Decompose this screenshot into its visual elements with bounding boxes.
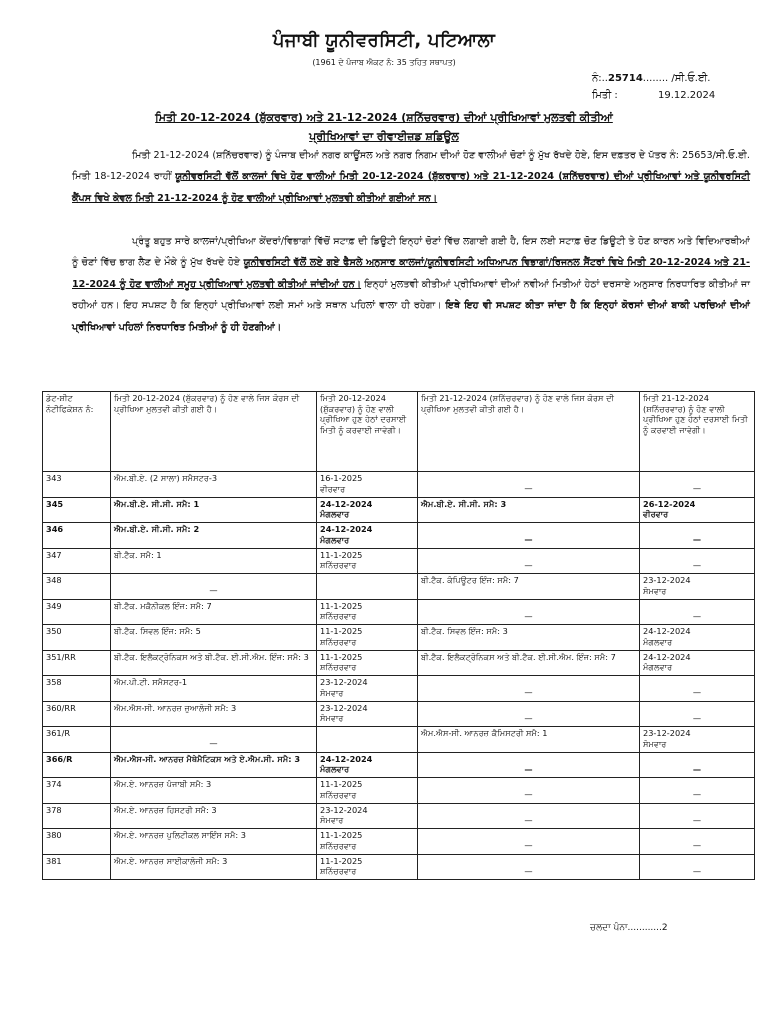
cell-new-date-21 (640, 497, 755, 523)
cell-new-date-20 (317, 727, 418, 753)
cell-new-date-21 (640, 548, 755, 574)
cell-notification-no: 378 (43, 803, 111, 829)
table-row (43, 752, 755, 778)
cell-new-date-20 (317, 854, 418, 880)
cell-new-date-21 (640, 472, 755, 498)
cell-day: ਮੰਗਲਵਾਰ (643, 636, 673, 647)
cell-date: 23-12-2024 (320, 804, 368, 815)
empty-dash: — (692, 789, 702, 799)
cell-day: ਸੋਮਵਾਰ (320, 687, 344, 698)
paragraph-2-text: ਪ੍ਰੰਤੂ ਬਹੁਤ ਸਾਰੇ ਕਾਲਜਾਂ/ਪ੍ਰੀਖਿਆ ਕੇਂਦਰਾਂ/ਵਿਭਾਗਾਂ ਵਿੱਚੋਂ ਸਟਾਫ਼ ਦੀ ਡਿਊਟੀ ਇਨ੍ਹਾਂ ਚੋਣਾਂ ਵਿੱਚ ਲਗਾਈ ਗਈ ਹੈ, ਇਸ ਲਈ ਸਟਾਫ਼ ਚੋਣ ਡਿਊਟੀ ਤੇ ਹੋਣ ਕਾਰਨ ਅਤੇ ਵਿਦਿਆਰਥੀਆਂ ਨੂੰ ਚੋਣਾਂ ਵਿੱਚ ਭਾਗ ਲੈਣ ਦੇ ਮੌਕੇ ਨੂੰ ਮੁੱਖ ਰੱਖਦੇ ਹੋਏ (72, 236, 750, 269)
cell-course-20: ਬੀ.ਟੈਕ. ਇਲੈਕਟ੍ਰੋਨਿਕਸ ਅਤੇ ਬੀ.ਟੈਕ. ਈ.ਸੀ.ਐਮ. ਇੰਜ: ਸਮੈ: 3 (111, 650, 317, 676)
cell-date: 11-1-2025 (320, 779, 363, 789)
table-row (43, 829, 755, 855)
cell-course-20: ਐਮ.ਏ. ਆਨਰਜ਼ ਪੁਲਿਟੀਕਲ ਸਾਇੰਸ ਸਮੈ: 3 (111, 829, 317, 855)
paragraph-2-text-continued: ਇਨ੍ਹਾਂ ਮੁਲਤਵੀ ਕੀਤੀਆਂ ਪ੍ਰੀਖਿਆਵਾਂ ਦੀਆਂ ਨਵੀਆਂ ਮਿਤੀਆਂ ਹੇਠਾਂ ਦਰਸਾਏ ਅਨੁਸਾਰ ਨਿਰਧਾਰਿਤ ਕੀਤੀਆਂ ਜਾ ਰਹੀਆਂ ਹਨ। ਇਹ ਸਪਸ਼ਟ ਹੈ ਕਿ ਇਨ੍ਹਾਂ ਪ੍ਰੀਖਿਆਵਾਂ ਲਈ ਸਮਾਂ ਅਤੇ ਸਥਾਨ ਪਹਿਲਾਂ ਵਾਲਾ ਹੀ ਰਹੇਗਾ। (72, 278, 750, 312)
date-label: ਮਿਤੀ : (592, 90, 618, 101)
cell-course-20 (111, 574, 317, 600)
cell-new-date-20 (317, 701, 418, 727)
cell-new-date-20 (317, 523, 418, 549)
table-row (43, 778, 755, 804)
cell-course-21: ਬੀ.ਟੈਕ. ਇਲੈਕਟ੍ਰੋਨਿਕਸ ਅਤੇ ਬੀ.ਟੈਕ. ਈ.ਸੀ.ਐਮ. ਇੰਜ: ਸਮੈ: 7 (418, 650, 640, 676)
cell-new-date-20 (317, 548, 418, 574)
table-row (43, 650, 755, 676)
ref-number-value: 25714 (607, 73, 643, 84)
cell-new-date-21 (640, 523, 755, 549)
cell-date: 26-12-2024 (643, 498, 696, 509)
cell-day: ਮੰਗਲਵਾਰ (320, 534, 350, 545)
cell-course-21 (418, 803, 640, 829)
cell-day: ਸ਼ਨਿੱਚਰਵਾਰ (320, 560, 357, 570)
cell-course-20 (111, 727, 317, 753)
table-row (43, 548, 755, 574)
cell-new-date-21 (640, 727, 755, 753)
cell-day: ਮੰਗਲਵਾਰ (643, 662, 673, 672)
empty-dash: — (524, 610, 533, 621)
cell-notification-no: 360/RR (43, 701, 111, 727)
header-notification-no: ਡੇਟ-ਸ਼ੀਟ ਨੋਟੀਫਿਕੇਸ਼ਨ ਨੰ: (43, 392, 111, 472)
heading-line-1: ਮਿਤੀ 20-12-2024 (ਸ਼ੁੱਕਰਵਾਰ) ਅਤੇ 21-12-2024 (ਸ਼ਨਿੱਚਰਵਾਰ) ਦੀਆਂ ਪ੍ਰੀਖਿਆਵਾਂ ਮੁਲਤਵੀ ਕੀਤੀਆਂ (155, 111, 613, 124)
empty-dash: — (692, 712, 702, 723)
ref-prefix: ਨੰ:.. (592, 73, 608, 84)
cell-date: 23-12-2024 (643, 575, 691, 585)
cell-day: ਮੰਗਲਵਾਰ (320, 509, 350, 519)
ref-suffix: ........ /ਸੀ.ਓ.ਈ. (642, 73, 711, 84)
paragraph-2-emphasis: ਯੂਨੀਵਰਸਿਟੀ ਵੱਲੋਂ ਲਏ ਗਏ ਫੈਸਲੇ ਅਨੁਸਾਰ ਕਾਲਜਾਂ/ਯੂਨੀਵਰਸਿਟੀ ਅਧਿਆਪਨ ਵਿਭਾਗਾਂ/ਰਿਜਨਲ ਸੈਂਟਰਾਂ ਵਿਖੇ ਮਿਤੀ 20-12-2024 ਅਤੇ 21-12-2024 ਨੂੰ ਹੋਣ ਵਾਲੀਆਂ ਸਮੂਹ ਪ੍ਰੀਖਿਆਵਾਂ ਮੁਲਤਵੀ ਕੀਤੀਆਂ ਜਾਂਦੀਆਂ ਹਨ। (72, 257, 750, 290)
header-course-20: ਮਿਤੀ 20-12-2024 (ਸ਼ੁੱਕਰਵਾਰ) ਨੂੰ ਹੋਣ ਵਾਲੇ ਜਿਸ ਕੋਰਸ ਦੀ ਪ੍ਰੀਖਿਆ ਮੁਲਤਵੀ ਕੀਤੀ ਗਈ ਹੈ। (111, 392, 317, 472)
cell-new-date-21 (640, 854, 755, 880)
cell-new-date-21 (640, 574, 755, 600)
paragraph-1 (72, 145, 750, 209)
cell-date: 11-1-2025 (320, 855, 363, 866)
cell-course-21 (418, 701, 640, 727)
cell-new-date-20 (317, 625, 418, 651)
heading-line-2: ਪ੍ਰੀਖਿਆਵਾਂ ਦਾ ਰੀਵਾਈਜ਼ਡ ਸ਼ਡਿਊਲ (309, 130, 459, 143)
cell-notification-no: 347 (43, 548, 111, 574)
cell-date: 24-12-2024 (643, 626, 691, 636)
cell-course-20: ਐਮ.ਏ. ਆਨਰਜ਼ ਹਿਸਟਰੀ ਸਮੈ: 3 (111, 803, 317, 829)
cell-notification-no: 346 (43, 523, 111, 549)
cell-course-20: ਐਮ.ਐਸ-ਸੀ. ਆਨਰਜ਼ ਮੈਥੇਮੈਟਿਕਸ ਅਤੇ ਏ.ਐਮ.ਸੀ. ਸਮੈ: 3 (111, 752, 317, 778)
cell-new-date-21 (640, 829, 755, 855)
cell-course-20: ਬੀ.ਟੈਕ. ਸਿਵਲ ਇੰਜ: ਸਮੈ: 5 (111, 625, 317, 651)
cell-new-date-20 (317, 574, 418, 600)
cell-day: ਸ਼ਨਿੱਚਰਵਾਰ (320, 611, 357, 621)
empty-dash: — (692, 814, 702, 825)
cell-date: 24-12-2024 (320, 498, 373, 509)
cell-notification-no: 374 (43, 778, 111, 804)
cell-date: 11-1-2025 (320, 651, 363, 662)
empty-dash: — (524, 687, 533, 697)
cell-new-date-20 (317, 676, 418, 702)
cell-new-date-21 (640, 752, 755, 778)
schedule-body (43, 472, 755, 880)
cell-new-date-20 (317, 599, 418, 625)
empty-dash: — (524, 789, 533, 799)
cell-course-21: ਬੀ.ਟੈਕ. ਸਿਵਲ ਇੰਜ: ਸਮੈ: 3 (418, 625, 640, 651)
cell-new-date-21 (640, 599, 755, 625)
table-row (43, 727, 755, 753)
cell-new-date-20 (317, 752, 418, 778)
cell-date: 23-12-2024 (320, 677, 368, 687)
cell-day: ਸੋਮਵਾਰ (643, 738, 667, 749)
cell-notification-no: 381 (43, 854, 111, 880)
header-new-date-21: ਮਿਤੀ 21-12-2024 (ਸ਼ਨਿੱਚਰਵਾਰ) ਨੂੰ ਹੋਣ ਵਾਲੀ ਪ੍ਰੀਖਿਆ ਹੁਣ ਹੇਠਾਂ ਦਰਸਾਈ ਮਿਤੀ ਨੂੰ ਕਰਵਾਈ ਜਾਵੇਗੀ। (640, 392, 755, 472)
cell-notification-no: 350 (43, 625, 111, 651)
empty-dash: — (692, 559, 702, 570)
cell-day: ਸੋਮਵਾਰ (320, 815, 344, 825)
table-row (43, 599, 755, 625)
empty-dash: — (692, 534, 702, 544)
cell-new-date-21 (640, 676, 755, 702)
cell-course-21 (418, 829, 640, 855)
cell-new-date-20 (317, 829, 418, 855)
cell-course-21 (418, 599, 640, 625)
cell-notification-no: 345 (43, 497, 111, 523)
empty-dash: — (524, 483, 533, 493)
cell-course-20: ਬੀ.ਟੈਕ. ਸਮੈ: 1 (111, 548, 317, 574)
cell-day: ਵੀਰਵਾਰ (643, 509, 669, 519)
cell-course-21: ਐਮ.ਬੀ.ਏ. ਸੀ.ਸੀ. ਸਮੈ: 3 (418, 497, 640, 523)
table-row (43, 803, 755, 829)
empty-dash: — (692, 865, 702, 876)
empty-dash: — (524, 712, 533, 723)
cell-new-date-21 (640, 625, 755, 651)
cell-course-20: ਐਮ.ਬੀ.ਏ. (2 ਸਾਲਾ) ਸਮੈਸਟਰ-3 (111, 472, 317, 498)
cell-day: ਮੰਗਲਵਾਰ (320, 764, 350, 774)
cell-course-20: ਐਮ.ਪੀ.ਟੀ. ਸਮੈਸਟਰ-1 (111, 676, 317, 702)
cell-date: 24-12-2024 (320, 753, 373, 764)
table-row (43, 574, 755, 600)
empty-dash: — (692, 687, 702, 697)
cell-new-date-20 (317, 803, 418, 829)
cell-date: 23-12-2024 (643, 728, 691, 738)
cell-course-20: ਐਮ.ਬੀ.ਏ. ਸੀ.ਸੀ. ਸਮੈ: 1 (111, 497, 317, 523)
cell-day: ਸੋਮਵਾਰ (643, 585, 667, 596)
empty-dash: — (692, 483, 702, 493)
cell-date: 24-12-2024 (643, 651, 691, 662)
cell-day: ਸੋਮਵਾਰ (320, 713, 344, 723)
cell-course-21 (418, 472, 640, 498)
table-row (43, 854, 755, 880)
empty-dash: — (524, 534, 533, 544)
cell-notification-no: 361/R (43, 727, 111, 753)
header-new-date-20: ਮਿਤੀ 20-12-2024 (ਸ਼ੁੱਕਰਵਾਰ) ਨੂੰ ਹੋਣ ਵਾਲੀ ਪ੍ਰੀਖਿਆ ਹੁਣ ਹੇਠਾਂ ਦਰਸਾਈ ਮਿਤੀ ਨੂੰ ਕਰਵਾਈ ਜਾਵੇਗੀ। (317, 392, 418, 472)
cell-course-21 (418, 676, 640, 702)
cell-date: 11-1-2025 (320, 830, 363, 840)
university-title: ਪੰਜਾਬੀ ਯੂਨੀਵਰਸਿਟੀ, ਪਟਿਆਲਾ (272, 30, 496, 51)
cell-course-21: ਐਮ.ਐਸ-ਸੀ. ਆਨਰਜ਼ ਕੈਮਿਸਟਰੀ ਸਮੈ: 1 (418, 727, 640, 753)
empty-dash: — (524, 559, 533, 570)
cell-day: ਸ਼ਨਿੱਚਰਵਾਰ (320, 866, 357, 876)
cell-new-date-21 (640, 701, 755, 727)
cell-course-21 (418, 854, 640, 880)
cell-course-21 (418, 778, 640, 804)
establishment-note: (1961 ਦੇ ਪੰਜਾਬ ਐਕਟ ਨੰ: 35 ਤਹਿਤ ਸਥਾਪਤ) (312, 58, 456, 67)
empty-dash: — (524, 865, 533, 876)
empty-dash: — (692, 763, 702, 774)
cell-date: 11-1-2025 (320, 549, 363, 560)
cell-notification-no: 343 (43, 472, 111, 498)
empty-dash: — (692, 610, 702, 621)
cell-course-21: ਬੀ.ਟੈਕ. ਕੰਪਿਊਟਰ ਇੰਜ: ਸਮੈ: 7 (418, 574, 640, 600)
cell-course-21 (418, 548, 640, 574)
cell-day: ਸ਼ਨਿੱਚਰਵਾਰ (320, 636, 357, 647)
cell-day: ਵੀਰਵਾਰ (320, 483, 346, 494)
cell-course-20: ਐਮ.ਐਸ-ਸੀ. ਆਨਰਜ਼ ਜ਼ੁਆਲੋਜੀ ਸਮੈ: 3 (111, 701, 317, 727)
cell-course-20: ਐਮ.ਏ. ਆਨਰਜ਼ ਪੰਜਾਬੀ ਸਮੈ: 3 (111, 778, 317, 804)
empty-dash: — (209, 585, 218, 595)
cell-date: 24-12-2024 (320, 524, 373, 534)
table-row (43, 523, 755, 549)
cell-date: 16-1-2025 (320, 473, 363, 483)
cell-date: 11-1-2025 (320, 626, 363, 636)
cell-new-date-21 (640, 650, 755, 676)
cell-date: 11-1-2025 (320, 600, 363, 611)
cell-new-date-20 (317, 778, 418, 804)
header-course-21: ਮਿਤੀ 21-12-2024 (ਸ਼ਨਿੱਚਰਵਾਰ) ਨੂੰ ਹੋਣ ਵਾਲੇ ਜਿਸ ਕੋਰਸ ਦੀ ਪ੍ਰੀਖਿਆ ਮੁਲਤਵੀ ਕੀਤੀ ਗਈ ਹੈ। (418, 392, 640, 472)
date-value: 19.12.2024 (658, 90, 716, 101)
table-header-row (43, 392, 755, 472)
cell-notification-no: 349 (43, 599, 111, 625)
cell-course-21 (418, 523, 640, 549)
cell-new-date-20 (317, 472, 418, 498)
empty-dash: — (692, 840, 702, 850)
table-row (43, 497, 755, 523)
paragraph-2 (72, 231, 750, 338)
cell-notification-no: 380 (43, 829, 111, 855)
empty-dash: — (524, 840, 533, 850)
cell-new-date-20 (317, 650, 418, 676)
schedule-table (42, 391, 755, 880)
paragraph-1-emphasis: ਯੂਨੀਵਰਸਿਟੀ ਵੱਲੋਂ ਕਾਲਜਾਂ ਵਿਖੇ ਹੋਣ ਵਾਲੀਆਂ ਮਿਤੀ 20-12-2024 (ਸ਼ੁੱਕਰਵਾਰ) ਅਤੇ 21-12-2024 (ਸ਼ਨਿੱਚਰਵਾਰ) ਦੀਆਂ ਪ੍ਰੀਖਿਆਵਾਂ ਅਤੇ ਯੂਨੀਵਰਸਿਟੀ ਕੈਂਪਸ ਵਿਖੇ ਕੇਵਲ ਮਿਤੀ 21-12-2024 ਨੂੰ ਹੋਣ ਵਾਲੀਆਂ ਪ੍ਰੀਖਿਆਵਾਂ ਮੁਲਤਵੀ ਕੀਤੀਆਂ ਗਈਆਂ ਸਨ। (72, 171, 750, 204)
cell-notification-no: 348 (43, 574, 111, 600)
page-continuation-note: ਚਲਦਾ ਪੰਨਾ............2 (590, 923, 668, 933)
paragraph-1-text: ਮਿਤੀ 21-12-2024 (ਸ਼ਨਿੱਚਰਵਾਰ) ਨੂੰ ਪੰਜਾਬ ਦੀਆਂ ਨਗਰ ਕਾਊਂਸਲ ਅਤੇ ਨਗਰ ਨਿਗਮ ਦੀਆਂ ਹੋਣ ਵਾਲੀਆਂ ਚੋਣਾਂ ਨੂੰ ਮੁੱਖ ਰੱਖਦੇ ਹੋਏ, ਇਸ ਦਫ਼ਤਰ ਦੇ ਪੱਤਰ ਨੰ: 25653/ਸੀ.ਓ.ਈ. ਮਿਤੀ 18-12-2024 ਰਾਹੀਂ (72, 150, 750, 183)
table-row (43, 676, 755, 702)
reference-date (592, 90, 715, 101)
document-heading (60, 108, 708, 146)
cell-course-20: ਐਮ.ਏ. ਆਨਰਜ਼ ਸਾਈਕਾਲੋਜੀ ਸਮੈ: 3 (111, 854, 317, 880)
reference-number (592, 73, 710, 84)
cell-course-20: ਬੀ.ਟੈਕ. ਮਕੈਨੀਕਲ ਇੰਜ: ਸਮੈ: 7 (111, 599, 317, 625)
table-row (43, 701, 755, 727)
cell-new-date-21 (640, 778, 755, 804)
cell-day: ਸ਼ਨਿੱਚਰਵਾਰ (320, 840, 357, 851)
cell-new-date-20 (317, 497, 418, 523)
empty-dash: — (524, 814, 533, 825)
cell-course-21 (418, 752, 640, 778)
table-row (43, 625, 755, 651)
cell-date: 23-12-2024 (320, 702, 368, 713)
cell-day: ਸ਼ਨਿੱਚਰਵਾਰ (320, 662, 357, 672)
cell-day: ਸ਼ਨਿੱਚਰਵਾਰ (320, 789, 357, 800)
cell-notification-no: 358 (43, 676, 111, 702)
cell-notification-no: 366/R (43, 752, 111, 778)
cell-new-date-21 (640, 803, 755, 829)
cell-notification-no: 351/RR (43, 650, 111, 676)
table-row (43, 472, 755, 498)
empty-dash: — (524, 763, 533, 774)
cell-course-20: ਐਮ.ਬੀ.ਏ. ਸੀ.ਸੀ. ਸਮੈ: 2 (111, 523, 317, 549)
empty-dash: — (209, 738, 218, 748)
paragraph-2-bold-note: ਇਥੇ ਇਹ ਵੀ ਸਪਸ਼ਟ ਕੀਤਾ ਜਾਂਦਾ ਹੈ ਕਿ ਇਨ੍ਹਾਂ ਕੋਰਸਾਂ ਦੀਆਂ ਬਾਕੀ ਪਰਚਿਆਂ ਦੀਆਂ ਪ੍ਰੀਖਿਆਵਾਂ ਪਹਿਲਾਂ ਨਿਰਧਾਰਿਤ ਮਿਤੀਆਂ ਨੂੰ ਹੀ ਹੋਣਗੀਆਂ। (72, 300, 750, 333)
